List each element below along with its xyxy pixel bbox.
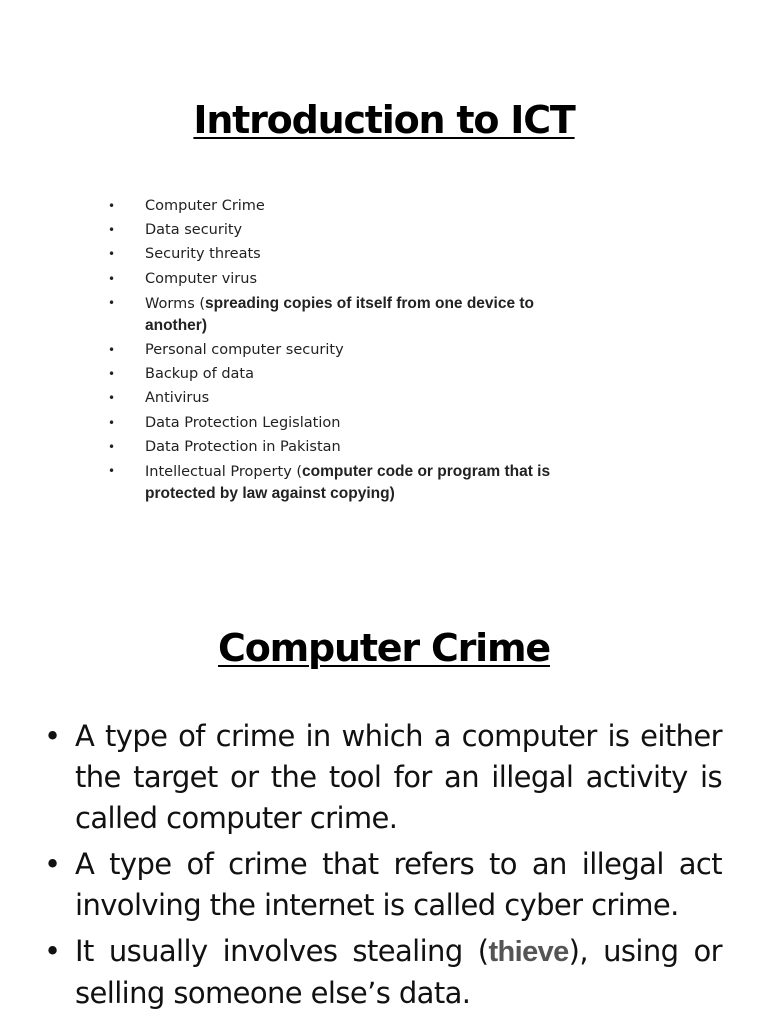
list-item [108,269,588,290]
bullet-icon: • [108,295,116,310]
list-item-text: Personal computer security [145,341,344,358]
list-item [108,293,588,337]
list-item-text: A type of crime that refers to an illegal act involving the internet is called cyber crime. [75,847,722,922]
list-item [44,931,722,1014]
list-item [108,461,588,505]
list-item-text: Security threats [145,246,261,263]
list-item [44,844,722,926]
list-item-text: Worms ( [145,295,206,312]
list-item-text: Data Protection in Pakistan [145,438,341,455]
bullet-icon: • [108,367,116,382]
list-item-text: Data security [145,222,243,239]
bullet-icon: • [44,719,61,753]
definition-list [44,716,722,1019]
bullet-icon: • [108,415,116,430]
list-item [108,340,588,361]
highlighted-word: thieve [488,936,569,968]
bullet-icon: • [108,247,116,262]
list-item-tail: ), using or selling someone else’s data. [75,934,722,1010]
bullet-icon: • [108,439,116,454]
section-title: Computer Crime [218,626,550,670]
list-item-emphasis: spreading copies of itself from one device to another) [145,294,535,334]
list-item [44,716,722,839]
list-item [108,196,588,217]
list-item [108,413,588,434]
list-item [108,388,588,409]
list-item-text: Data Protection Legislation [145,414,341,431]
list-item-text: Computer Crime [145,198,265,214]
list-item-text: Backup of data [145,366,255,383]
bullet-icon: • [108,463,116,478]
list-item [108,364,588,385]
list-item-text: Computer virus [145,270,258,287]
topics-list [108,196,588,508]
list-item [108,244,588,265]
bullet-icon: • [108,271,116,286]
list-item-text: It usually involves stealing ( [75,934,489,968]
list-item [108,437,588,458]
bullet-icon: • [108,391,116,406]
list-item-text: Antivirus [145,390,210,407]
bullet-icon: • [108,342,116,357]
list-item [108,220,588,241]
list-item-emphasis: computer code or program that is protected by law against copying) [145,462,551,502]
list-item-text: A type of crime in which a computer is either the target or the tool for an illegal activity is called computer crime. [75,719,722,835]
list-item-text: Intellectual Property ( [145,463,303,480]
page-title: Introduction to ICT [193,98,575,142]
bullet-icon: • [108,223,116,238]
bullet-icon: • [44,847,61,881]
bullet-icon: • [108,199,116,213]
bullet-icon: • [44,934,61,968]
